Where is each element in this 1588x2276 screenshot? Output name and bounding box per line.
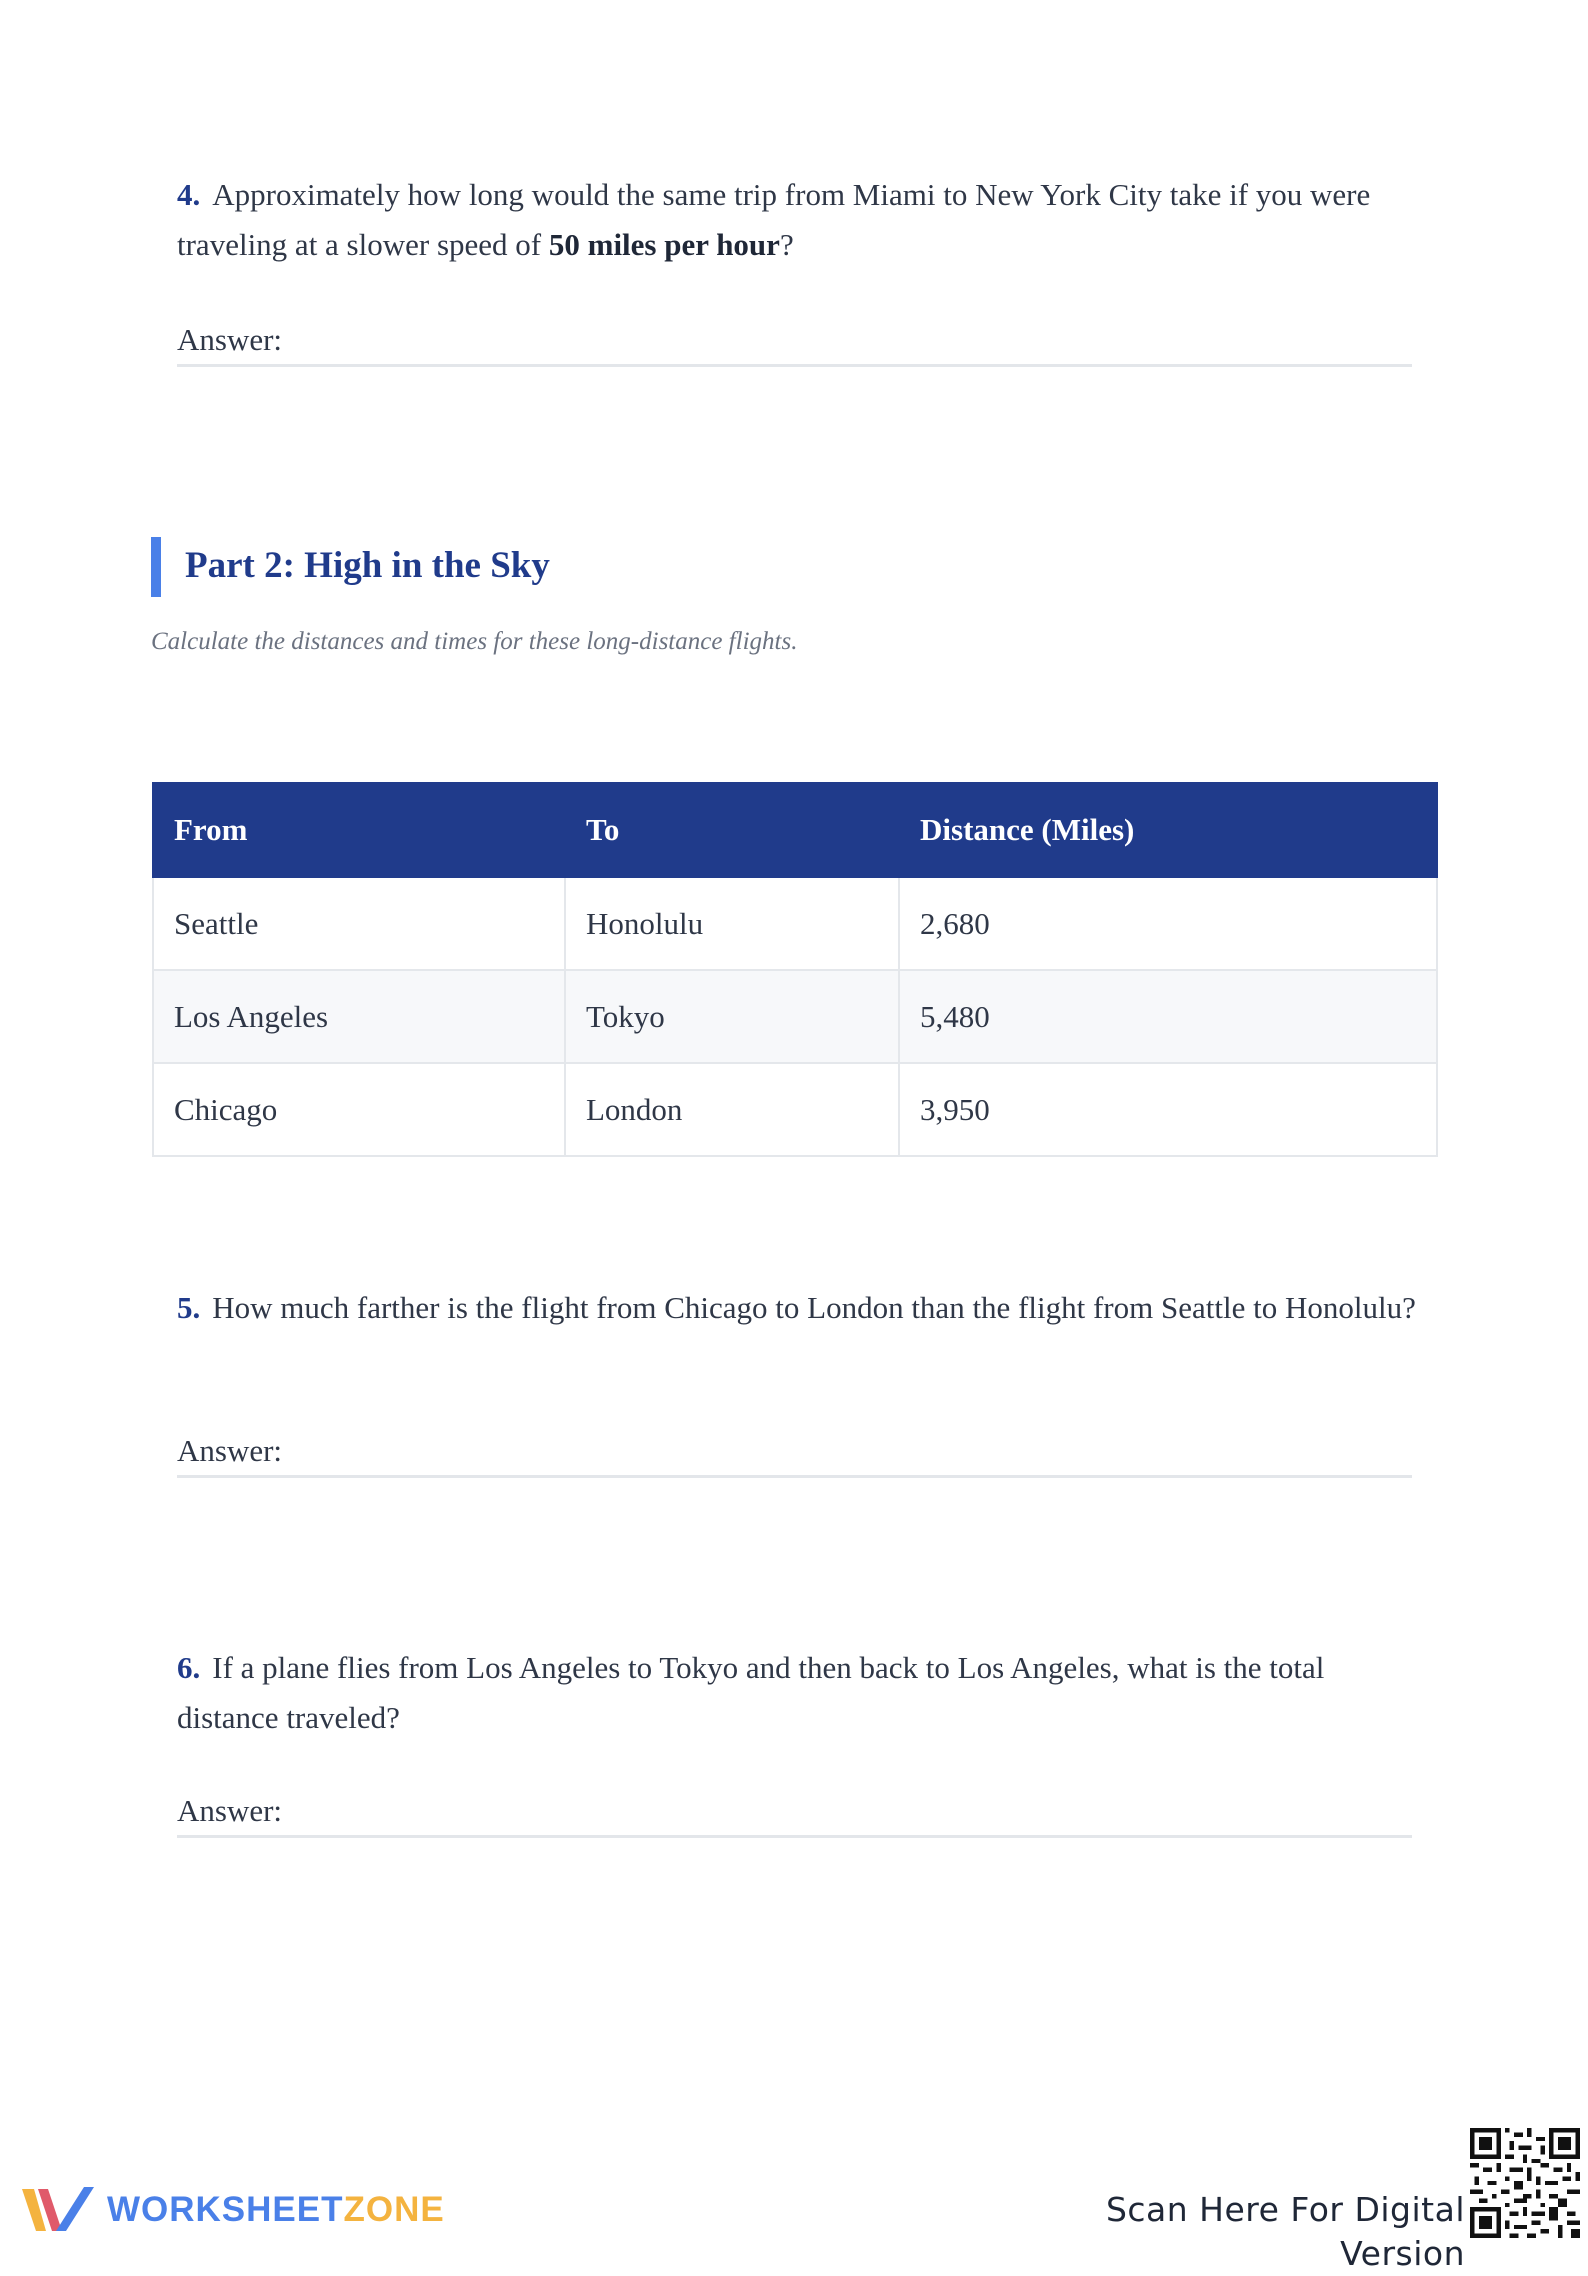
question-text-end: ? xyxy=(779,227,794,262)
brand-worksheet: WORKSHEET xyxy=(107,2190,344,2229)
cell-from: Seattle xyxy=(153,877,565,970)
table-row xyxy=(153,877,1437,970)
question-6 xyxy=(177,1643,1417,1743)
cell-from: Chicago xyxy=(153,1063,565,1156)
header-from: From xyxy=(153,783,565,877)
cell-from: Los Angeles xyxy=(153,970,565,1063)
header-distance: Distance (Miles) xyxy=(899,783,1437,877)
flights-table xyxy=(152,782,1438,1157)
table-row xyxy=(153,1063,1437,1156)
worksheetzone-logo-icon xyxy=(18,2181,98,2237)
header-to: To xyxy=(565,783,899,877)
answer-line-6[interactable] xyxy=(177,1787,1412,1838)
answer-line-4[interactable] xyxy=(177,316,1412,367)
footer-brand xyxy=(107,2188,445,2232)
answer-line-5[interactable] xyxy=(177,1427,1412,1478)
question-text: If a plane flies from Los Angeles to Tokyo and then back to Los Angeles, what is the total distance traveled? xyxy=(177,1650,1325,1735)
scan-text: Scan Here For Digital Version xyxy=(1105,2190,1465,2273)
question-number: 4. xyxy=(177,177,201,212)
question-text: How much farther is the flight from Chicago to London than the flight from Seattle to Honolulu? xyxy=(212,1290,1416,1325)
cell-to: Tokyo xyxy=(565,970,899,1063)
question-number: 5. xyxy=(177,1290,201,1325)
section-subtitle: Calculate the distances and times for these long-distance flights. xyxy=(151,628,798,655)
question-5 xyxy=(177,1283,1417,1333)
question-text: Approximately how long would the same trip from Miami to New York City take if you were traveling at a slower speed of xyxy=(177,177,1371,262)
table-row xyxy=(153,970,1437,1063)
cell-to: Honolulu xyxy=(565,877,899,970)
brand-zone: ZONE xyxy=(343,2190,445,2229)
answer-label: Answer: xyxy=(177,1793,283,1828)
cell-distance: 5,480 xyxy=(899,970,1437,1063)
question-number: 6. xyxy=(177,1650,201,1685)
section-accent-bar xyxy=(151,537,161,597)
question-emphasis: 50 miles per hour xyxy=(548,227,780,262)
cell-distance: 3,950 xyxy=(899,1063,1437,1156)
qr-code-icon[interactable] xyxy=(1470,2128,1580,2238)
cell-distance: 2,680 xyxy=(899,877,1437,970)
question-4 xyxy=(177,170,1417,270)
table-header-row xyxy=(153,783,1437,877)
answer-label: Answer: xyxy=(177,322,283,357)
cell-to: London xyxy=(565,1063,899,1156)
answer-label: Answer: xyxy=(177,1433,283,1468)
section-title: Part 2: High in the Sky xyxy=(185,545,550,586)
